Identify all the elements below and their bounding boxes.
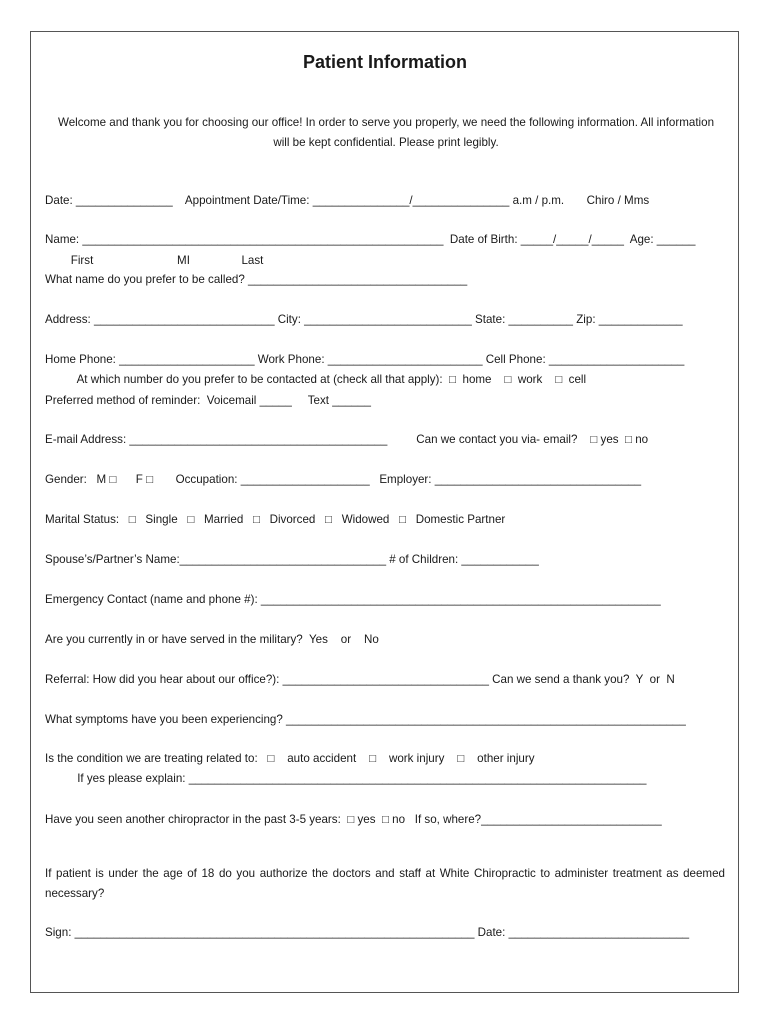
intro-text: Welcome and thank you for choosing our office! In order to serve you properly, we need the following information. All information will be kept confidential. Please print legibly.	[57, 116, 715, 149]
marital-status-line[interactable]: Marital Status: □ Single □ Married □ Divorced □ Widowed □ Domestic Partner	[45, 513, 506, 526]
phone-line[interactable]: Home Phone: _____________________ Work Phone: ________________________ Cell Phone: _____________________	[45, 353, 685, 366]
referral-line[interactable]: Referral: How did you hear about our office?): ________________________________ Can we send a thank you? Y or N	[45, 673, 675, 686]
explain-line[interactable]: If yes please explain: _______________________________________________________________________	[45, 772, 647, 785]
name-sub-labels: First MI Last	[45, 254, 264, 267]
spouse-children-line[interactable]: Spouse’s/Partner’s Name:________________________________ # of Children: ____________	[45, 553, 539, 566]
military-line[interactable]: Are you currently in or have served in the military? Yes or No	[45, 633, 379, 646]
date-appointment-line[interactable]: Date: _______________ Appointment Date/Time: _______________/_______________ a.m / p.m. Chiro / Mms	[45, 194, 650, 207]
preferred-name-line[interactable]: What name do you prefer to be called? __________________________________	[45, 273, 468, 286]
name-dob-age-line[interactable]: Name: ________________________________________________________ Date of Birth: _____/_____/_____ Age: ______	[45, 233, 696, 246]
contact-preference-line[interactable]: At which number do you prefer to be contacted at (check all that apply): □ home □ work □ cell	[45, 373, 587, 386]
signature-line[interactable]: Sign: ______________________________________________________________ Date: ____________________________	[45, 926, 690, 939]
page-title: Patient Information	[302, 52, 467, 72]
gender-occupation-line[interactable]: Gender: M □ F □ Occupation: ____________________ Employer: ________________________________	[45, 473, 642, 486]
condition-line[interactable]: Is the condition we are treating related to: □ auto accident □ work injury □ other injury	[45, 752, 535, 765]
form-border	[30, 31, 739, 993]
reminder-line[interactable]: Preferred method of reminder: Voicemail _____ Text ______	[45, 394, 371, 407]
other-chiropractor-line[interactable]: Have you seen another chiropractor in the past 3-5 years: □ yes □ no If so, where?____________________________	[45, 813, 662, 826]
minor-authorization-text: If patient is under the age of 18 do you authorize the doctors and staff at White Chiropractic to administer treatment as deemed necessary?	[45, 867, 725, 900]
emergency-contact-line[interactable]: Emergency Contact (name and phone #): ______________________________________________________________	[45, 593, 661, 606]
address-line[interactable]: Address: ____________________________ City: __________________________ State: __________ Zip: _____________	[45, 313, 683, 326]
email-line[interactable]: E-mail Address: ________________________________________ Can we contact you via- email? □ yes □ no	[45, 433, 649, 446]
symptoms-line[interactable]: What symptoms have you been experiencing? ______________________________________________________________	[45, 713, 686, 726]
